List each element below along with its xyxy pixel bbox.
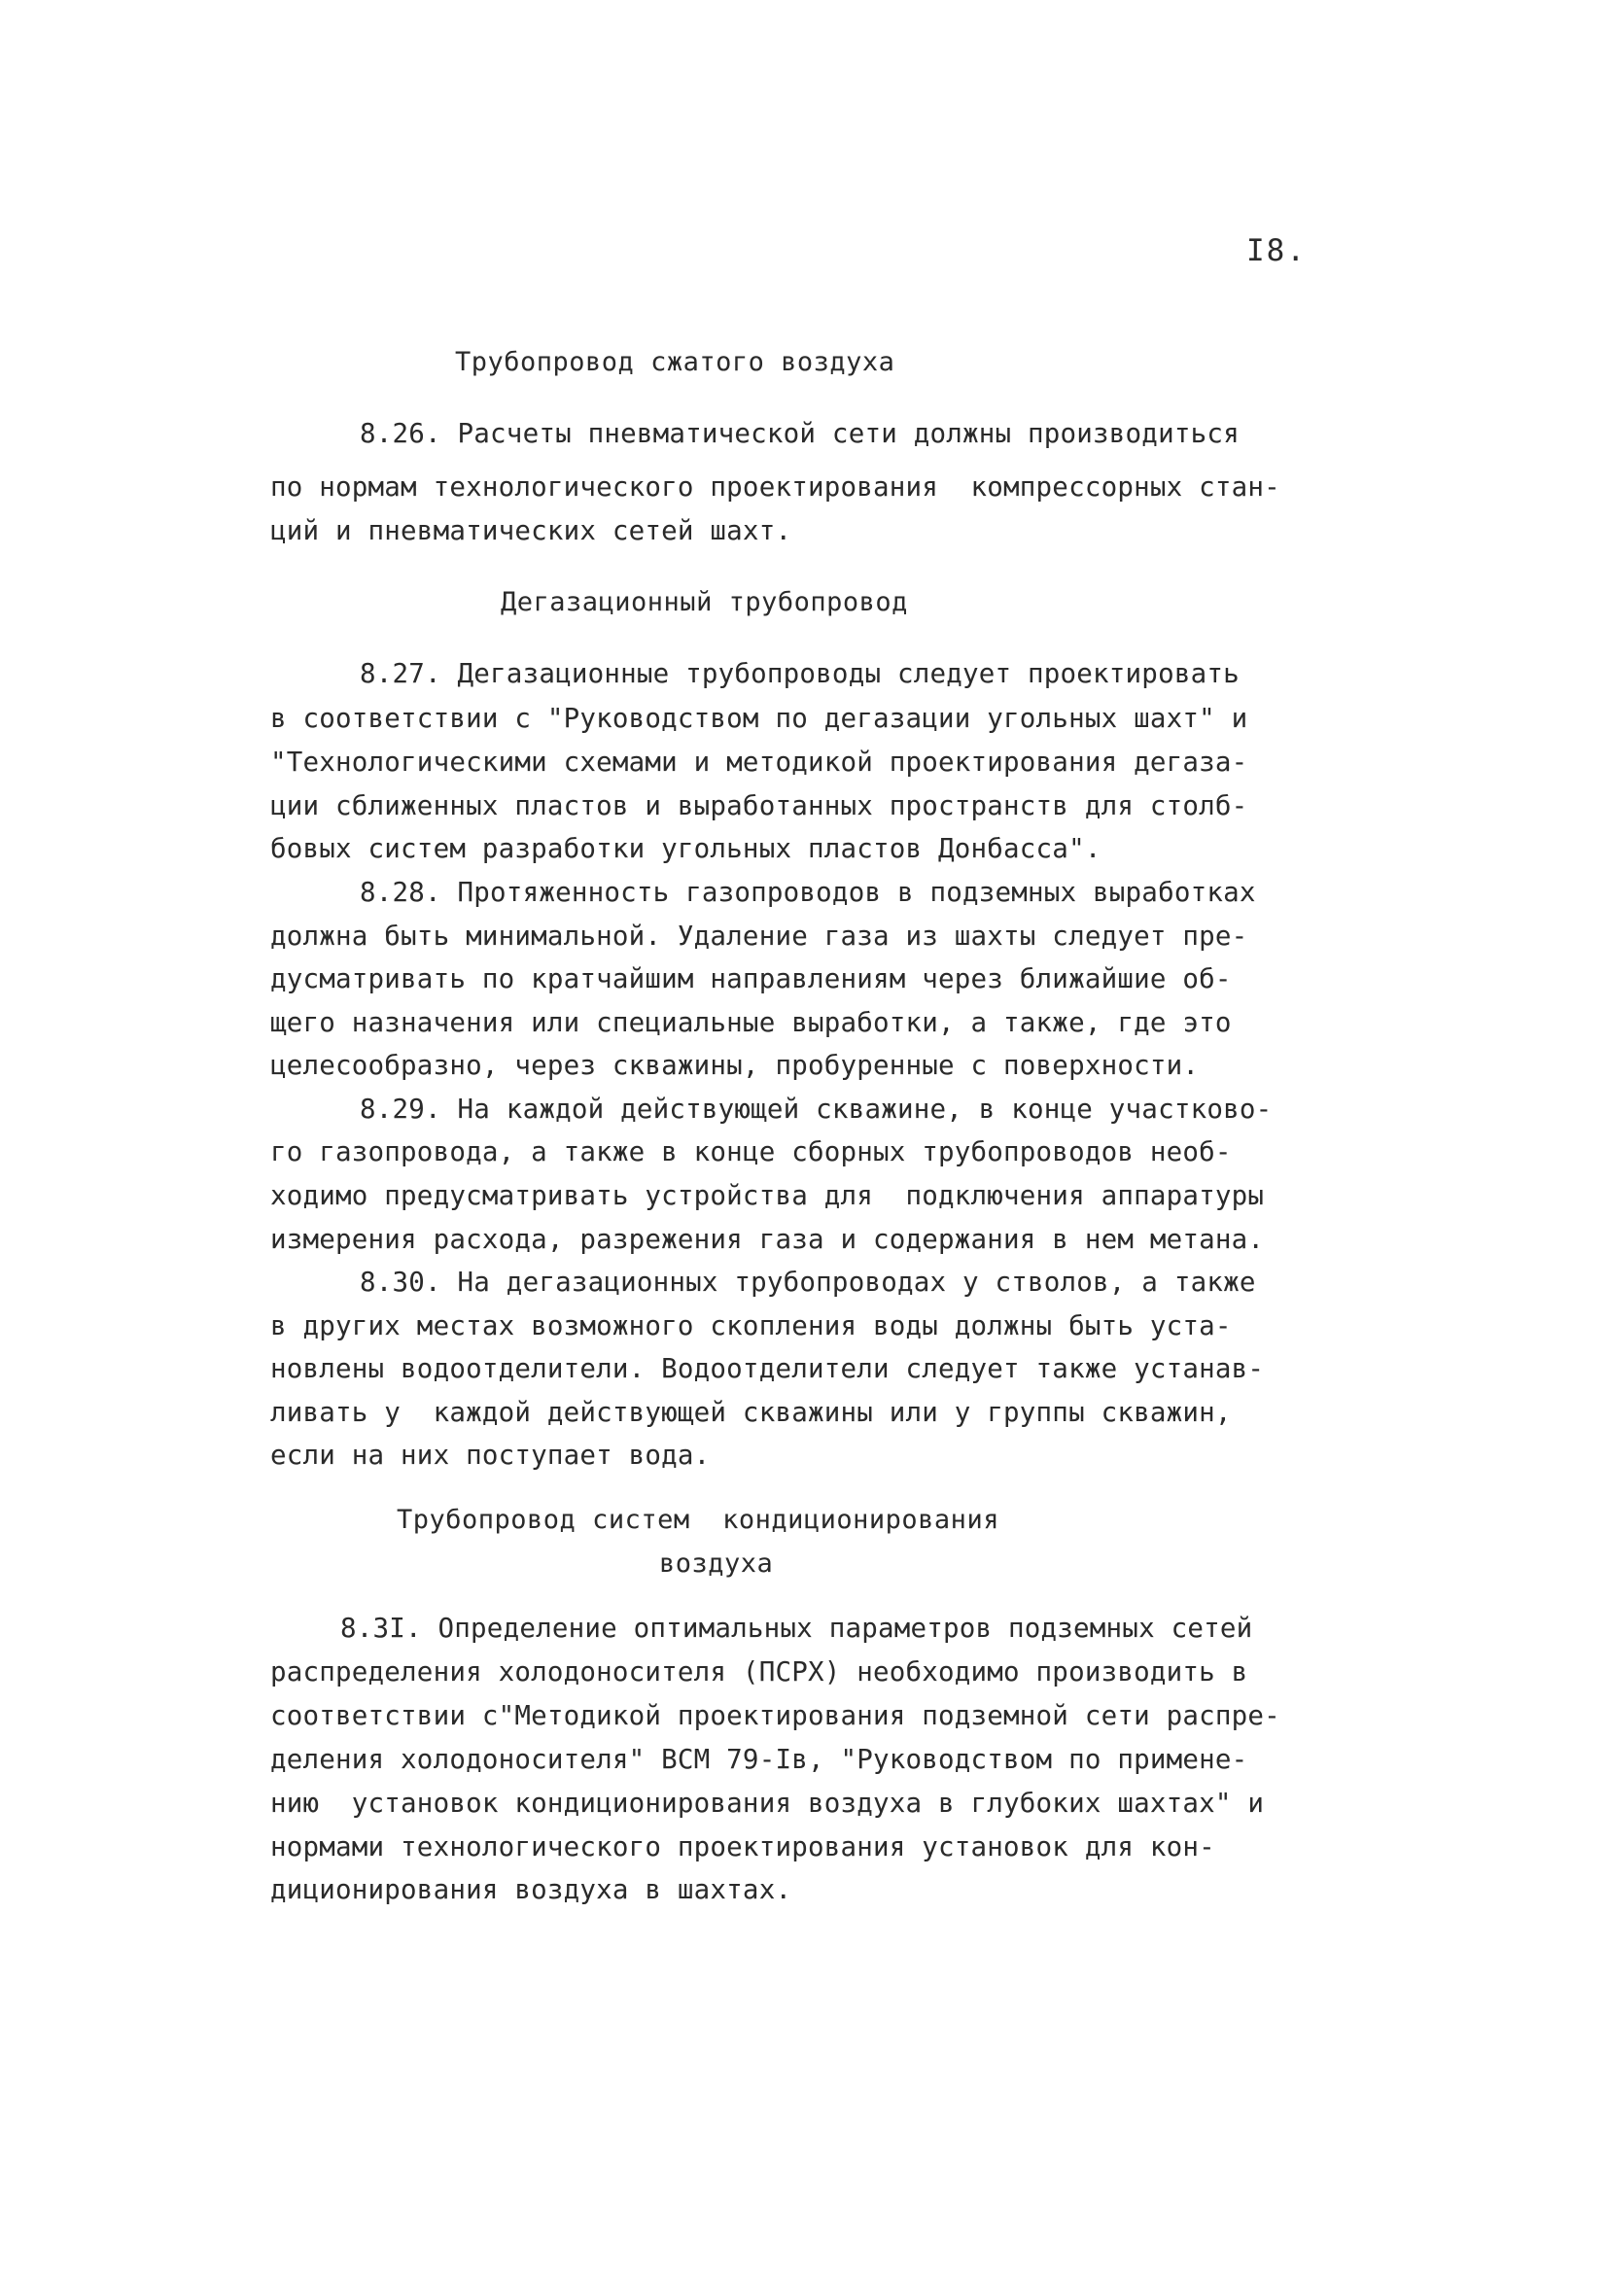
paragraph-line: должна быть минимальной. Удаление газа из шахты следует пре- bbox=[270, 921, 1248, 952]
paragraph-line: целесообразно, через скважины, пробуренные с поверхности. bbox=[270, 1050, 1200, 1081]
paragraph-line: ливать у каждой действующей скважины или у группы скважин, bbox=[270, 1397, 1232, 1428]
paragraph-line: нию установок кондиционирования воздуха в глубоких шахтах" и bbox=[270, 1788, 1265, 1819]
paragraph-line: в других местах возможного скопления воды должны быть уста- bbox=[270, 1310, 1232, 1341]
paragraph-line: распределения холодоносителя (ПСРХ) необходимо производить в bbox=[270, 1656, 1248, 1687]
section-heading-air-conditioning: Трубопровод систем кондиционирования bbox=[397, 1505, 999, 1535]
paragraph-line: "Технологическими схемами и методикой проектирования дегаза- bbox=[270, 747, 1248, 778]
paragraph-line: соответствии с"Методикой проектирования подземной сети распре- bbox=[270, 1700, 1280, 1731]
paragraph-line: нормами технологического проектирования установок для кон- bbox=[270, 1831, 1215, 1862]
paragraph-line: го газопровода, а также в конце сборных трубопроводов необ- bbox=[270, 1136, 1232, 1167]
paragraph-line: 8.30. На дегазационных трубопроводах у стволов, а также bbox=[360, 1267, 1256, 1298]
paragraph-line: 8.3I. Определение оптимальных параметров подземных сетей bbox=[340, 1613, 1253, 1644]
paragraph-line: 8.26. Расчеты пневматической сети должны производиться bbox=[360, 418, 1240, 449]
paragraph-line: щего назначения или специальные выработки, а также, где это bbox=[270, 1007, 1232, 1038]
paragraph-line: по нормам технологического проектирования компрессорных стан- bbox=[270, 471, 1280, 503]
paragraph-line: ций и пневматических сетей шахт. bbox=[270, 515, 792, 546]
paragraph-line: новлены водоотделители. Водоотделители следует также устанав- bbox=[270, 1353, 1265, 1384]
paragraph-line: если на них поступает вода. bbox=[270, 1440, 711, 1471]
section-heading-degassing: Дегазационный трубопровод bbox=[501, 587, 908, 617]
paragraph-line: 8.28. Протяженность газопроводов в подземных выработках bbox=[360, 877, 1256, 908]
paragraph-line: измерения расхода, разрежения газа и содержания в нем метана. bbox=[270, 1224, 1265, 1255]
paragraph-line: ходимо предусматривать устройства для подключения аппаратуры bbox=[270, 1180, 1265, 1211]
paragraph-line: диционирования воздуха в шахтах. bbox=[270, 1874, 792, 1905]
paragraph-line: ции сближенных пластов и выработанных пространств для столб- bbox=[270, 790, 1248, 821]
page-number: I8. bbox=[1246, 233, 1307, 268]
section-heading-air-conditioning-continued: воздуха bbox=[659, 1548, 774, 1579]
paragraph-line: 8.29. На каждой действующей скважине, в конце участково- bbox=[360, 1094, 1273, 1125]
paragraph-line: 8.27. Дегазационные трубопроводы следует проектировать bbox=[360, 658, 1240, 689]
paragraph-line: в соответствии с "Руководством по дегазации угольных шахт" и bbox=[270, 703, 1248, 734]
paragraph-line: бовых систем разработки угольных пластов Донбасса". bbox=[270, 833, 1101, 864]
paragraph-line: дусматривать по кратчайшим направлениям через ближайшие об- bbox=[270, 963, 1232, 994]
paragraph-line: деления холодоносителя" ВСМ 79-Iв, "Руководством по примене- bbox=[270, 1744, 1248, 1775]
section-heading-compressed-air: Трубопровод сжатого воздуха bbox=[455, 347, 895, 377]
